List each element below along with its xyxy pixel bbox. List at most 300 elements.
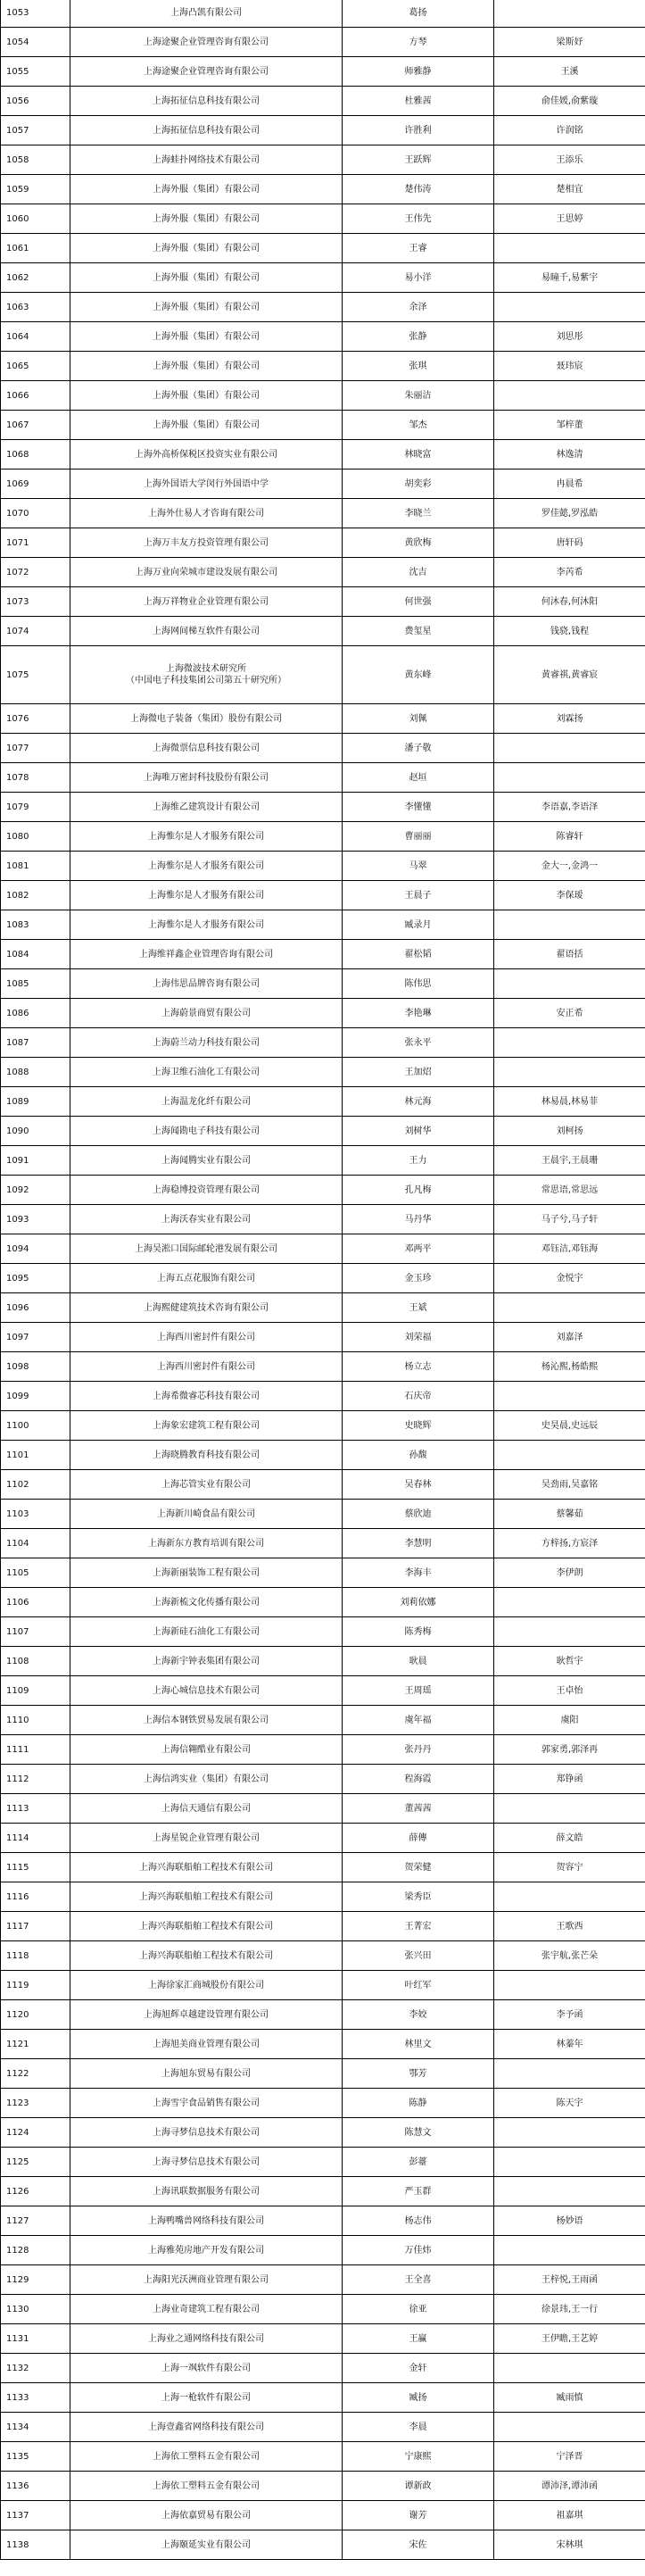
row-number-cell: 1083	[1, 910, 70, 940]
row-number-cell: 1115	[1, 1853, 70, 1882]
related-names-cell	[494, 1293, 645, 1323]
row-number-cell: 1085	[1, 969, 70, 999]
company-name-cell: 上海依工塑料五金有限公司	[70, 2472, 343, 2501]
related-names-cell: 林逸清	[494, 440, 645, 469]
person-name-cell: 李海丰	[343, 1558, 494, 1588]
table-row	[1, 1617, 645, 1647]
related-names-cell	[494, 234, 645, 263]
table-row	[1, 352, 645, 381]
person-name-cell: 谭新政	[343, 2472, 494, 2501]
person-name-cell: 邹杰	[343, 411, 494, 440]
company-name-cell: 上海闻腾实业有限公司	[70, 1146, 343, 1176]
related-names-cell: 王歌西	[494, 1912, 645, 1941]
table-row	[1, 2089, 645, 2118]
company-name-cell: 上海讯联数据服务有限公司	[70, 2177, 343, 2206]
person-name-cell: 陈伟思	[343, 969, 494, 999]
company-name-cell: 上海惟尔是人才服务有限公司	[70, 852, 343, 881]
related-names-cell	[494, 969, 645, 999]
row-number-cell: 1120	[1, 2000, 70, 2030]
row-number-cell: 1063	[1, 293, 70, 322]
table-row	[1, 2206, 645, 2236]
person-name-cell: 葛扬	[343, 0, 494, 28]
related-names-cell: 王溪	[494, 57, 645, 87]
related-names-cell: 耿哲宇	[494, 1647, 645, 1676]
related-names-cell: 罗佳懿,罗泓皓	[494, 499, 645, 528]
person-name-cell: 耿晨	[343, 1647, 494, 1676]
related-names-cell	[494, 1028, 645, 1058]
table-row	[1, 381, 645, 411]
table-row	[1, 1441, 645, 1470]
table-row	[1, 1176, 645, 1205]
related-names-cell: 林易晨,林易菲	[494, 1087, 645, 1117]
company-name-cell: 上海心城信息技术有限公司	[70, 1676, 343, 1706]
related-names-cell: 李芮希	[494, 558, 645, 587]
row-number-cell: 1129	[1, 2265, 70, 2295]
row-number-cell: 1078	[1, 763, 70, 793]
row-number-cell: 1117	[1, 1912, 70, 1941]
row-number-cell: 1060	[1, 204, 70, 234]
row-number-cell: 1064	[1, 322, 70, 352]
table-row	[1, 1234, 645, 1264]
table-row	[1, 2059, 645, 2089]
company-name-cell: 上海温龙化纤有限公司	[70, 1087, 343, 1117]
person-name-cell: 梁秀臣	[343, 1882, 494, 1912]
company-name-cell: 上海外服（集团）有限公司	[70, 293, 343, 322]
row-number-cell: 1134	[1, 2413, 70, 2442]
person-name-cell: 杜雅茜	[343, 87, 494, 116]
person-name-cell: 朱丽洁	[343, 381, 494, 411]
row-number-cell: 1127	[1, 2206, 70, 2236]
table-row	[1, 822, 645, 852]
related-names-cell: 杨妙语	[494, 2206, 645, 2236]
table-row	[1, 2295, 645, 2324]
person-name-cell: 胡奕彩	[343, 469, 494, 499]
table-row	[1, 2324, 645, 2354]
company-name-cell: 上海外服（集团）有限公司	[70, 175, 343, 204]
table-row	[1, 1411, 645, 1441]
related-names-cell: 郭家勇,郭泽再	[494, 1735, 645, 1765]
row-number-cell: 1106	[1, 1588, 70, 1617]
related-names-cell	[494, 2354, 645, 2383]
row-number-cell: 1104	[1, 1529, 70, 1558]
company-name-cell: 上海新硅石油化工有限公司	[70, 1617, 343, 1647]
company-name-cell: 上海新丽装饰工程有限公司	[70, 1558, 343, 1588]
table-row	[1, 1323, 645, 1352]
row-number-cell: 1077	[1, 734, 70, 763]
related-names-cell: 徐景玮,王一行	[494, 2295, 645, 2324]
person-name-cell: 李晨	[343, 2413, 494, 2442]
company-name-cell: 上海万丰友方投资管理有限公司	[70, 528, 343, 558]
company-name-cell: 上海新宇钟表集团有限公司	[70, 1647, 343, 1676]
table-row	[1, 646, 645, 704]
row-number-cell: 1122	[1, 2059, 70, 2089]
person-name-cell: 叶红军	[343, 1971, 494, 2000]
related-names-cell: 王晨宇,王晨珊	[494, 1146, 645, 1176]
related-names-cell	[494, 1058, 645, 1087]
person-name-cell: 楚伟涛	[343, 175, 494, 204]
person-name-cell: 许胜利	[343, 116, 494, 145]
table-row	[1, 175, 645, 204]
company-name-cell: 上海拓征信息科技有限公司	[70, 116, 343, 145]
table-row	[1, 1500, 645, 1529]
table-row	[1, 1971, 645, 2000]
row-number-cell: 1082	[1, 881, 70, 910]
related-names-cell	[494, 2236, 645, 2265]
person-name-cell: 徐亚	[343, 2295, 494, 2324]
company-name-cell: 上海晓腾教育科技有限公司	[70, 1441, 343, 1470]
person-name-cell: 王跃辉	[343, 145, 494, 175]
related-names-cell: 张宇航,张芒朵	[494, 1941, 645, 1971]
row-number-cell: 1090	[1, 1117, 70, 1146]
row-number-cell: 1096	[1, 1293, 70, 1323]
company-name-cell: 上海五点花服饰有限公司	[70, 1264, 343, 1293]
table-row	[1, 263, 645, 293]
related-names-cell: 陈天宇	[494, 2089, 645, 2118]
company-name-cell: 上海希微睿芯科技有限公司	[70, 1382, 343, 1411]
row-number-cell: 1131	[1, 2324, 70, 2354]
person-name-cell: 李晓兰	[343, 499, 494, 528]
company-name-cell: 上海维祥鑫企业管理咨询有限公司	[70, 940, 343, 969]
company-name-cell: 上海卫维石油化工有限公司	[70, 1058, 343, 1087]
company-name-cell: 上海蔚景商贸有限公司	[70, 999, 343, 1028]
table-row	[1, 469, 645, 499]
row-number-cell: 1086	[1, 999, 70, 1028]
table-row	[1, 499, 645, 528]
table-row	[1, 1676, 645, 1706]
person-name-cell: 蔡欣迪	[343, 1500, 494, 1529]
person-name-cell: 李姣	[343, 2000, 494, 2030]
related-names-cell: 郑铮函	[494, 1765, 645, 1794]
row-number-cell: 1087	[1, 1028, 70, 1058]
table-row	[1, 587, 645, 617]
table-row	[1, 969, 645, 999]
company-name-cell: 上海惟尔是人才服务有限公司	[70, 910, 343, 940]
company-name-cell: 上海业奇建筑工程有限公司	[70, 2295, 343, 2324]
table-row	[1, 2030, 645, 2059]
table-row	[1, 1264, 645, 1293]
person-name-cell: 严玉群	[343, 2177, 494, 2206]
person-name-cell: 宁康熙	[343, 2442, 494, 2472]
company-name-cell: 上海蔚兰动力科技有限公司	[70, 1028, 343, 1058]
row-number-cell: 1071	[1, 528, 70, 558]
person-name-cell: 杨志伟	[343, 2206, 494, 2236]
person-name-cell: 王全喜	[343, 2265, 494, 2295]
table-row	[1, 57, 645, 87]
person-name-cell: 余泽	[343, 293, 494, 322]
table-row	[1, 2413, 645, 2442]
row-number-cell: 1053	[1, 0, 70, 28]
company-name-cell: 上海徐家汇商城股份有限公司	[70, 1971, 343, 2000]
table-row	[1, 1735, 645, 1765]
related-names-cell: 祖嘉琪	[494, 2501, 645, 2530]
company-name-cell: 上海旭美商业管理有限公司	[70, 2030, 343, 2059]
row-number-cell: 1128	[1, 2236, 70, 2265]
table-row	[1, 1352, 645, 1382]
person-name-cell: 张丹丹	[343, 1735, 494, 1765]
related-names-cell: 常思语,常思远	[494, 1176, 645, 1205]
person-name-cell: 马丹华	[343, 1205, 494, 1234]
table-row	[1, 793, 645, 822]
related-names-cell	[494, 2148, 645, 2177]
table-row	[1, 1588, 645, 1617]
row-number-cell: 1072	[1, 558, 70, 587]
table-row	[1, 1647, 645, 1676]
company-name-cell: 上海惟尔是人才服务有限公司	[70, 822, 343, 852]
person-name-cell: 张永平	[343, 1028, 494, 1058]
related-names-cell: 黄睿祺,黄睿宸	[494, 646, 645, 704]
company-name-cell: 上海信天通信有限公司	[70, 1794, 343, 1824]
row-number-cell: 1074	[1, 617, 70, 646]
related-names-cell: 王伊瞻,王艺婷	[494, 2324, 645, 2354]
company-name-cell: 上海寻梦信息技术有限公司	[70, 2148, 343, 2177]
related-names-cell: 王添乐	[494, 145, 645, 175]
row-number-cell: 1058	[1, 145, 70, 175]
row-number-cell: 1103	[1, 1500, 70, 1529]
related-names-cell	[494, 763, 645, 793]
row-number-cell: 1095	[1, 1264, 70, 1293]
roster-body	[1, 0, 645, 2560]
person-name-cell: 刘荣福	[343, 1323, 494, 1352]
row-number-cell: 1069	[1, 469, 70, 499]
related-names-cell: 王卓怡	[494, 1676, 645, 1706]
table-row	[1, 2530, 645, 2560]
table-row	[1, 145, 645, 175]
company-name-cell: 上海一枪软件有限公司	[70, 2383, 343, 2413]
company-name-cell: 上海蛙扑网络技术有限公司	[70, 145, 343, 175]
table-row	[1, 940, 645, 969]
table-row	[1, 28, 645, 57]
related-names-cell: 李保瑷	[494, 881, 645, 910]
related-names-cell: 安正希	[494, 999, 645, 1028]
related-names-cell	[494, 1794, 645, 1824]
related-names-cell: 聂玮宸	[494, 352, 645, 381]
person-name-cell: 张琪	[343, 352, 494, 381]
company-name-cell: 上海外服（集团）有限公司	[70, 204, 343, 234]
related-names-cell: 许润铭	[494, 116, 645, 145]
company-name-cell: 上海星锐企业管理有限公司	[70, 1824, 343, 1853]
company-name-cell: 上海微电子装备（集团）股份有限公司	[70, 704, 343, 734]
row-number-cell: 1068	[1, 440, 70, 469]
row-number-cell: 1059	[1, 175, 70, 204]
row-number-cell: 1070	[1, 499, 70, 528]
company-name-cell: 上海微波技术研究所 （中国电子科技集团公司第五十研究所）	[70, 646, 343, 704]
person-name-cell: 张静	[343, 322, 494, 352]
company-name-cell: 上海业之通网络科技有限公司	[70, 2324, 343, 2354]
related-names-cell: 邹梓董	[494, 411, 645, 440]
row-number-cell: 1109	[1, 1676, 70, 1706]
row-number-cell: 1075	[1, 646, 70, 704]
table-row	[1, 734, 645, 763]
person-name-cell: 臧录月	[343, 910, 494, 940]
related-names-cell	[494, 2413, 645, 2442]
company-name-cell: 上海兴海联船舶工程技术有限公司	[70, 1941, 343, 1971]
person-name-cell: 虞年福	[343, 1706, 494, 1735]
company-name-cell: 上海外服（集团）有限公司	[70, 234, 343, 263]
table-row	[1, 87, 645, 116]
related-names-cell	[494, 2059, 645, 2089]
row-number-cell: 1099	[1, 1382, 70, 1411]
row-number-cell: 1123	[1, 2089, 70, 2118]
company-name-cell: 上海颐延实业有限公司	[70, 2530, 343, 2560]
person-name-cell: 师雅静	[343, 57, 494, 87]
company-name-cell: 上海兴海联船舶工程技术有限公司	[70, 1853, 343, 1882]
related-names-cell: 臧雨慎	[494, 2383, 645, 2413]
person-name-cell: 董茜茜	[343, 1794, 494, 1824]
row-number-cell: 1108	[1, 1647, 70, 1676]
person-name-cell: 李懂懂	[343, 793, 494, 822]
person-name-cell: 林晓富	[343, 440, 494, 469]
table-row	[1, 1058, 645, 1087]
company-name-cell: 上海旭东贸易有限公司	[70, 2059, 343, 2089]
table-row	[1, 1028, 645, 1058]
related-names-cell	[494, 0, 645, 28]
person-name-cell: 翟松韬	[343, 940, 494, 969]
row-number-cell: 1124	[1, 2118, 70, 2148]
related-names-cell: 李语嘉,李语泽	[494, 793, 645, 822]
company-name-cell: 上海凸凯有限公司	[70, 0, 343, 28]
row-number-cell: 1112	[1, 1765, 70, 1794]
table-row	[1, 293, 645, 322]
table-row	[1, 2472, 645, 2501]
table-row	[1, 0, 645, 28]
person-name-cell: 金玉珍	[343, 1264, 494, 1293]
table-row	[1, 763, 645, 793]
person-name-cell: 谢芳	[343, 2501, 494, 2530]
table-row	[1, 1117, 645, 1146]
person-name-cell: 黄欣梅	[343, 528, 494, 558]
row-number-cell: 1130	[1, 2295, 70, 2324]
person-name-cell: 王力	[343, 1146, 494, 1176]
row-number-cell: 1133	[1, 2383, 70, 2413]
table-row	[1, 1529, 645, 1558]
person-name-cell: 潘子敬	[343, 734, 494, 763]
person-name-cell: 杨立志	[343, 1352, 494, 1382]
person-name-cell: 万佳炜	[343, 2236, 494, 2265]
company-name-cell: 上海鸭嘴兽网络科技有限公司	[70, 2206, 343, 2236]
person-name-cell: 沈吉	[343, 558, 494, 587]
related-names-cell: 虞阳	[494, 1706, 645, 1735]
person-name-cell: 贺荣健	[343, 1853, 494, 1882]
person-name-cell: 宋佐	[343, 2530, 494, 2560]
person-name-cell: 邓两平	[343, 1234, 494, 1264]
row-number-cell: 1105	[1, 1558, 70, 1588]
company-name-cell: 上海新梳文化传播有限公司	[70, 1588, 343, 1617]
row-number-cell: 1057	[1, 116, 70, 145]
row-number-cell: 1098	[1, 1352, 70, 1382]
related-names-cell: 王梓悦,王雨函	[494, 2265, 645, 2295]
company-name-cell: 上海途聚企业管理咨询有限公司	[70, 28, 343, 57]
related-names-cell: 翟语括	[494, 940, 645, 969]
person-name-cell: 陈静	[343, 2089, 494, 2118]
company-name-cell: 上海阳光沃洲商业管理有限公司	[70, 2265, 343, 2295]
table-row	[1, 322, 645, 352]
person-name-cell: 史晓辉	[343, 1411, 494, 1441]
person-name-cell: 程海霞	[343, 1765, 494, 1794]
related-names-cell: 谭沛泽,谭沛函	[494, 2472, 645, 2501]
table-row	[1, 2177, 645, 2206]
person-name-cell: 石庆帝	[343, 1382, 494, 1411]
row-number-cell: 1116	[1, 1882, 70, 1912]
table-row	[1, 2148, 645, 2177]
table-row	[1, 617, 645, 646]
company-name-cell: 上海外服（集团）有限公司	[70, 352, 343, 381]
row-number-cell: 1065	[1, 352, 70, 381]
related-names-cell: 蔡馨茹	[494, 1500, 645, 1529]
table-row	[1, 234, 645, 263]
related-names-cell: 史昊晨,史远辰	[494, 1411, 645, 1441]
row-number-cell: 1066	[1, 381, 70, 411]
row-number-cell: 1062	[1, 263, 70, 293]
row-number-cell: 1113	[1, 1794, 70, 1824]
related-names-cell	[494, 1382, 645, 1411]
company-name-cell: 上海伟思品牌咨询有限公司	[70, 969, 343, 999]
person-name-cell: 费玺星	[343, 617, 494, 646]
person-name-cell: 黄东峰	[343, 646, 494, 704]
related-names-cell	[494, 1882, 645, 1912]
row-number-cell: 1067	[1, 411, 70, 440]
table-row	[1, 999, 645, 1028]
row-number-cell: 1121	[1, 2030, 70, 2059]
table-row	[1, 1470, 645, 1500]
row-number-cell: 1084	[1, 940, 70, 969]
table-row	[1, 2236, 645, 2265]
person-name-cell: 王加炤	[343, 1058, 494, 1087]
row-number-cell: 1137	[1, 2501, 70, 2530]
company-name-cell: 上海外服（集团）有限公司	[70, 322, 343, 352]
table-row	[1, 1824, 645, 1853]
table-row	[1, 411, 645, 440]
row-number-cell: 1092	[1, 1176, 70, 1205]
row-number-cell: 1107	[1, 1617, 70, 1647]
person-name-cell: 刘树华	[343, 1117, 494, 1146]
related-names-cell: 宁泽晋	[494, 2442, 645, 2472]
related-names-cell: 刘霖扬	[494, 704, 645, 734]
row-number-cell: 1100	[1, 1411, 70, 1441]
company-name-cell: 上海外国语大学闵行外国语中学	[70, 469, 343, 499]
person-name-cell: 王晨子	[343, 881, 494, 910]
table-row	[1, 440, 645, 469]
company-name-cell: 上海信鸿实业（集团）有限公司	[70, 1765, 343, 1794]
person-name-cell: 王周瑶	[343, 1676, 494, 1706]
row-number-cell: 1091	[1, 1146, 70, 1176]
related-names-cell	[494, 293, 645, 322]
table-row	[1, 1205, 645, 1234]
related-names-cell	[494, 734, 645, 763]
table-row	[1, 1912, 645, 1941]
related-names-cell: 方梓扬,方宸泽	[494, 1529, 645, 1558]
person-name-cell: 方琴	[343, 28, 494, 57]
row-number-cell: 1135	[1, 2442, 70, 2472]
person-name-cell: 张兴田	[343, 1941, 494, 1971]
related-names-cell: 邓钰洁,邓钰海	[494, 1234, 645, 1264]
row-number-cell: 1093	[1, 1205, 70, 1234]
row-number-cell: 1102	[1, 1470, 70, 1500]
table-row	[1, 1882, 645, 1912]
person-name-cell: 王菁宏	[343, 1912, 494, 1941]
company-name-cell: 上海闻勘电子科技有限公司	[70, 1117, 343, 1146]
person-name-cell: 金轩	[343, 2354, 494, 2383]
table-row	[1, 1558, 645, 1588]
person-name-cell: 李慧明	[343, 1529, 494, 1558]
company-name-cell: 上海外服（集团）有限公司	[70, 381, 343, 411]
related-names-cell: 何沐春,何沐阳	[494, 587, 645, 617]
related-names-cell: 陈睿轩	[494, 822, 645, 852]
person-name-cell: 臧扬	[343, 2383, 494, 2413]
row-number-cell: 1080	[1, 822, 70, 852]
person-name-cell: 王睿	[343, 234, 494, 263]
related-names-cell: 李伊朗	[494, 1558, 645, 1588]
row-number-cell: 1101	[1, 1441, 70, 1470]
